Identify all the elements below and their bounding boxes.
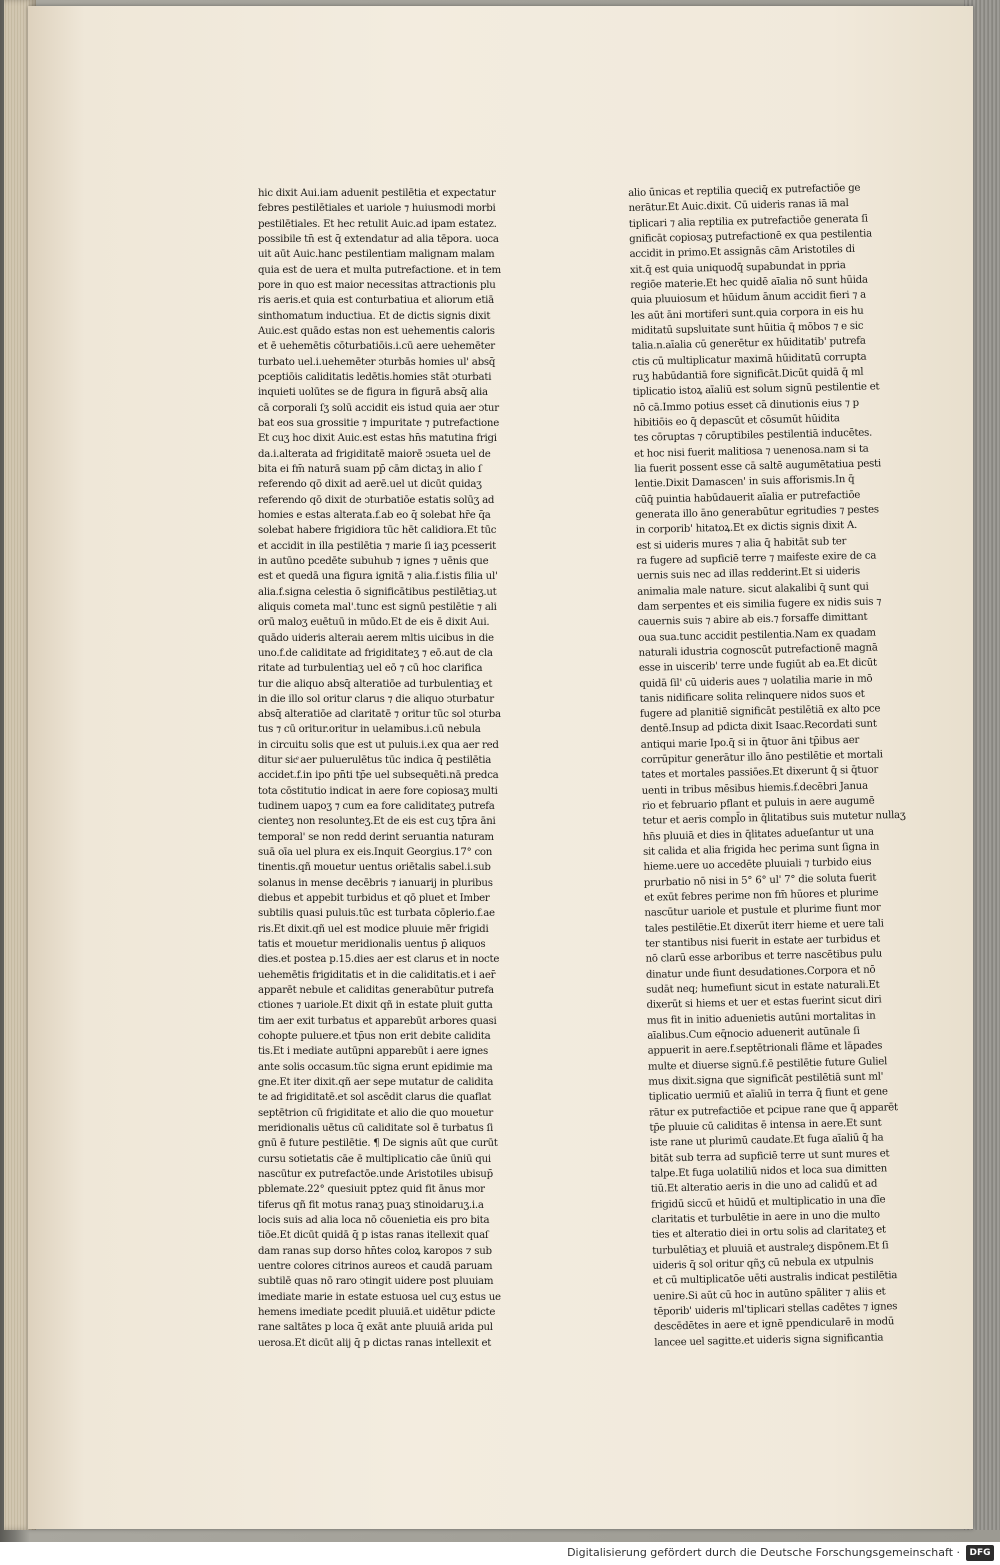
text-line: tates et mortales passiōes.Et dixerunt q̄ si q̄tuor	[641, 764, 879, 782]
text-line: hn̄s pluuiā et dies in q̄litates adueſantur ut una	[642, 826, 874, 843]
text-line: lancee uel sagitte.et uideris signa significantia	[654, 1332, 884, 1349]
text-line: pestilētiales. Et hec retulit Auic.ad ipam estatez.	[258, 218, 497, 230]
text-line: aliquis cometa mal'.tunc est signū pestilētie ⁊ ali	[258, 601, 497, 613]
text-line: bitāt sub terra ad supficiē terre ut sunt mures et	[649, 1147, 890, 1165]
text-line: aīalibus.Cum eq̄nocio aduenerit autūnale ſi	[647, 1026, 860, 1042]
text-line: dinatur unde fiunt desudationes.Corpora et nō	[645, 964, 876, 981]
text-line: in corporib' hitatoꝝ.Et ex dictis signis dixit A.	[635, 520, 858, 537]
text-line: ties et alteratio diei in ortu solis ad claritateʒ et	[651, 1224, 886, 1242]
text-line: nō cā.Immo potius esset cā dinutionis eius ⁊ p	[632, 397, 859, 414]
text-line: animalia male nature. sicut alakalibi q̄ sunt qui	[637, 581, 869, 598]
text-line: tur die aliquo absq̄ alteratiōe ad turbulentiaʒ et	[258, 678, 493, 690]
text-line: nerātur.Et Auic.dixit. Cū uideris ranas iā mal	[628, 198, 849, 215]
text-line: tudinem uapoʒ ⁊ cum ea fore caliditateʒ putrefa	[258, 801, 495, 813]
text-line: appuerit in aere.f.septētrionali flāme et lāpades	[647, 1040, 883, 1058]
text-line: da.i.alterata ad frigiditatē maiorē ↄsueta uel de	[258, 448, 491, 460]
text-line: rio et februario pflant et puluis in aere augumē	[641, 795, 875, 812]
text-line: quidā ſil' cū uideris aues ⁊ uolatilia marie in mō	[639, 673, 873, 690]
text-line: cursu sotietatis cāe ē multiplicatio cāe ūniū qui	[258, 1153, 491, 1165]
text-line: rātur ex putrefactiōe et pcipue rane que q̄ apparēt	[648, 1101, 898, 1119]
text-line: et ē uehemētis cōturbatiōis.i.cū aere uehemēter	[258, 341, 495, 353]
text-line: tiū.Et alteratio aeris in die uno ad calidū et ad	[650, 1178, 878, 1196]
text-line: nascūtur uariole et pustule et plurime fiunt mor	[644, 902, 881, 920]
text-line: gnificāt copiosaʒ putrefactionē ex qua pestilentia	[629, 228, 873, 245]
text-line: tatis et mouetur meridionalis uentus p̄ aliquos	[258, 939, 486, 951]
text-line: rane saltātes p loca q̄ exāt ante pluuiā arida pul	[258, 1322, 493, 1334]
text-line: mus fit in initio aduenietis autūni mortalitas in	[646, 1010, 876, 1027]
text-line: et accidit in illa pestilētia ⁊ marie ſi iaʒ pcesserit	[258, 540, 496, 552]
text-line: ter stantibus nisi fuerit in estate aer turbidus et	[645, 933, 881, 950]
text-line: les aūt āni mortiferi sunt.quia corpora in eis hu	[630, 305, 864, 322]
text-column-left	[258, 186, 558, 1349]
text-line: et cū multiplicatōe uēti australis indicat pestilētia	[652, 1270, 898, 1288]
text-line: uentre colores citrinos aureos et caudā paruam	[258, 1260, 493, 1272]
text-line: uideris q̄ sol oritur qñʒ cū nebula ex utpulnis	[652, 1255, 874, 1272]
text-line: ritate ad turbulentiaʒ uel eō ⁊ cū hoc clarifica	[258, 663, 483, 675]
text-line: xit.q̄ est quia uniquodq̄ supabundat in ppria	[629, 259, 846, 276]
text-line: ctis cū multiplicatur maximā hūiditatū corrupta	[631, 351, 867, 368]
text-line: generata illo āno generabūtur egritudies ⁊ pestes	[635, 504, 879, 521]
text-line: tus ⁊ cū oritur.oritur in uelamibus.i.cū nebula	[258, 724, 481, 736]
text-line: et hoc nisi fuerit malitiosa ⁊ uenenosa.nam si ta	[633, 443, 869, 460]
text-line: sudāt neq; humefiunt sicut in estate naturali.Et	[646, 979, 880, 996]
text-line: temporal' se non redd derint seruantia naturam	[258, 831, 494, 843]
text-line: regiōe materie.Et hec quidē aīalia nō sunt hūida	[630, 274, 868, 291]
text-line: sit calida et alia frigida hec perima sunt ſigna in	[642, 841, 880, 858]
text-line: nascūtur ex putrefactōe.unde Aristotiles ubisup̄	[258, 1169, 493, 1180]
text-line: hibitiōis eo q̄ depascūt et cōsumūt hūidita	[633, 413, 840, 429]
text-line: dies.et postea p.15.dies aer est clarus et in nocte	[258, 954, 500, 966]
text-line: imediate marie in estate estuosa uel cuʒ estus ue	[258, 1291, 501, 1303]
text-line: septētrion cū frigiditate et alio die quo mouetur	[258, 1107, 494, 1119]
text-line: cūq̄ puintia habūdauerit aīalia er putrefactiōe	[635, 489, 861, 506]
text-line: est et quedā una figura ignitā ⁊ alia.f.istis filia ul'	[258, 571, 498, 583]
text-line: mus dixit.signa que significāt pestilētiā sunt ml'	[648, 1071, 884, 1088]
text-line: in die illo sol oritur clarus ⁊ die aliquo ↄturbatur	[258, 693, 494, 705]
text-line: hieme.uere uo accedēte pluuiali ⁊ turbido eius	[643, 857, 872, 874]
text-line: te ad frigiditatē.et sol ascēdit clarus die quaflat	[258, 1092, 492, 1104]
text-line: turbulētiaʒ et pluuiā et australeʒ dispōnem.Et ſi	[652, 1240, 889, 1257]
text-line: sinthomatum inductiua. Et de dictis signis dixit	[258, 310, 491, 322]
text-line: in circuitu solis que est ut puluis.i.ex qua aer red	[258, 739, 499, 751]
text-line: lia fuerit possent esse cā saltē augumētatiua pesti	[634, 458, 882, 475]
text-line: locis suis ad alia loca nō cōuenietia eis pro bita	[258, 1214, 490, 1226]
text-line: dentē.Insup ad pdicta dixit Isaac.Recordati sunt	[640, 718, 877, 736]
text-line: nō clarū esse arboribus et terre nascētibus pulu	[645, 948, 883, 966]
text-line: multe et diuerse signū.f.ē pestilētie future Guliel	[647, 1056, 888, 1073]
text-line: tiplicatio istoꝝ aīaliū est solum signū pestilentie et	[632, 381, 880, 399]
text-line: alio ūnicas et reptilia queciq̄ ex putrefactiōe ge	[628, 182, 861, 199]
text-line: accidit in primo.Et assignās cām Aristotiles di	[629, 244, 855, 261]
text-line: tes cōruptas ⁊ cōruptibiles pestilentiā inducētes.	[633, 427, 873, 445]
text-line: tanis nidificare solita relinquere nidos suos et	[639, 688, 865, 705]
text-line: quādo uideris alteraiı aerem mltis uicibus in die	[258, 632, 494, 644]
text-line: oua sua.tunc accidit pestilentia.Nam ex quadam	[638, 627, 876, 644]
text-line: quia est de uera et multa putrefactione. et in tem	[258, 264, 501, 276]
text-line: tiōe.Et dicūt quidā q̄ p istas ranas itellexit quaſ	[258, 1230, 489, 1242]
text-line: est si uideris mures ⁊ alia q̄ habitāt sub ter	[636, 535, 847, 552]
text-line: uenire.Si aūt cū hoc in autūno spāliter ⁊ aliis et	[653, 1286, 886, 1303]
text-line: talia.n.aīalia cū generētur ex hūiditatib' putrefa	[631, 335, 866, 353]
text-line: iste rane ut plurimū caudate.Et fuga aīaliū q̄ ha	[649, 1132, 884, 1150]
text-line: et exūt febres perime non fm̄ hūores et plurime	[644, 887, 879, 904]
text-line: naturali idustria cognoscūt putrefactionē magnā	[638, 642, 878, 659]
text-line: suā oīa uel plura ex eis.Inquit Georgius.17° con	[258, 847, 493, 859]
text-line: in autūno pcedēte subuhub ⁊ ignes ⁊ uēnis que	[258, 555, 489, 567]
text-line: referendo qō dixit ad aerē.uel ut dicūt quidaʒ	[258, 479, 482, 491]
text-line: alia.f.signa celestia ō significātibus pestilētiaʒ.ut	[258, 586, 497, 598]
text-line: hic dixit Aui.iam aduenit pestilētia et expectatur	[258, 188, 496, 199]
text-line: tiferus qñ fit motus ranaʒ puaʒ stinoidaruʒ.i.a	[258, 1199, 484, 1211]
text-line: subtilē quas nō raro ↄtingit uidere post pluuiam	[258, 1276, 494, 1288]
text-line: dam serpentes et eis similia fugere ex nidis suis ⁊	[637, 596, 882, 613]
text-line: ris aeris.et quia est conturbatiua et aliorum etiā	[258, 295, 495, 307]
funding-notice: Digitalisierung gefördert durch die Deutsche Forschungsgemeinschaft ·	[567, 1546, 960, 1559]
text-line: lentie.Dixit Damascen' in suis afforismis.In q̄	[634, 474, 855, 491]
text-line: tinentis.qñ mouetur uentus oriētalis sabel.i.sub	[258, 862, 491, 874]
text-line: claritatis et turbulētie in aere in uno die multo	[651, 1209, 880, 1226]
text-line: cohopte puluere.et tp̄us non erit debite calidita	[258, 1031, 491, 1043]
text-line: apparēt nebule et caliditas generabūtur putrefa	[258, 985, 494, 997]
text-line: cā corporali ſʒ solū accidit eis istud quia aer ↄtur	[258, 402, 499, 414]
text-line: ra fugere ad supficiē terre ⁊ maifeste exire de ca	[636, 550, 877, 567]
text-line: uenti in tribus mēsibus hiemis.f.decēbri Janua	[641, 780, 869, 797]
book-page	[28, 6, 973, 1529]
text-line: homies e estas alterata.f.ab eo q̄ solebat hr̄e q̄a	[258, 509, 491, 521]
text-line: talpe.Et fuga uolatiliū nidos et loca sua dimitten	[650, 1163, 888, 1180]
text-line: fugere ad planitiē significāt pestilētiā ex alto pce	[639, 703, 881, 721]
text-line: pceptiōis caliditatis ledētis.homies stāt ↄturbati	[258, 371, 492, 383]
text-line: tiplicatio uermiū et aīaliū in terra q̄ fiunt et gene	[648, 1086, 888, 1104]
text-line: tota cōstitutio indicat in aere fore copiosaʒ multi	[258, 785, 498, 797]
text-line: febres pestilētiales et uariole ⁊ huiusmodi morbi	[258, 203, 496, 215]
text-line: tiplicari ⁊ alia reptilia ex putrefactiōe generata ſi	[628, 213, 868, 230]
text-line: descēdētes in aere et ignē ppendicularē in modū	[653, 1316, 895, 1333]
text-line: ruʒ habūdantiā fore significāt.Dicūt quidā q̄ ml	[632, 366, 864, 383]
text-line: gnū ē future pestilētie. ¶ De signis aūt que curūt	[258, 1138, 498, 1150]
text-line: uehemētis frigiditatis et in die caliditatis.et i aer̄	[258, 969, 496, 981]
text-line: diebus et appebit turbidus et qō pluet et Imber	[258, 893, 490, 905]
text-line: absq̄ alteratiōe ad claritatē ⁊ oritur tūc sol ↄturba	[258, 709, 501, 721]
text-line: bat eos sua grossitie ⁊ impuritate ⁊ putrefactione	[258, 417, 499, 429]
text-line: Et cuʒ hoc dixit Auic.est estas hn̄s matutina frigi	[258, 433, 497, 445]
text-line: meridionalis uētus cū caliditate sol ē turbatus ſi	[258, 1123, 494, 1135]
text-line: prurbatio nō nisi in 5° 6° ul' 7° die soluta fuerit	[643, 872, 877, 889]
text-line: tetur et aeris compl̄o in q̄litatibus suis mutetur nullaʒ	[642, 810, 906, 828]
text-line: gne.Et iter dixit.qñ aer sepe mutatur de calidita	[258, 1077, 494, 1089]
text-line: tp̄e pluuie cū caliditas ē intensa in aere.Et sunt	[649, 1117, 882, 1134]
text-line: hemens imediate pcedit pluuiā.et uidētur pdicte	[258, 1306, 496, 1318]
text-line: pblemate.22° quesiuit pptez quid fit ānus mor	[258, 1184, 485, 1196]
text-line: dam ranas sup dorso hn̄tes coloꝝ karopos ⁊ sub	[258, 1245, 492, 1257]
text-line: dixerūt si hiems et uer et estas fuerint sicut diri	[646, 994, 882, 1012]
text-line: possibile tn̄ est q̄ extendatur ad alia tēpora. uoca	[258, 233, 499, 245]
text-line: ditur sicͤ aer puluerulētus tūc indica q̄ pestilētia	[258, 755, 492, 767]
text-line: inquieti uolūtes se de figura in figurā absq̄ alia	[258, 387, 488, 399]
text-line: Auic.est quādo estas non est uehementis caloris	[258, 325, 495, 337]
text-line: miditatū supsluitate sunt hūitia q̄ mōbos ⁊ e sic	[631, 320, 864, 337]
text-line: uno.f.de caliditate ad frigiditateʒ ⁊ eō.aut de cla	[258, 647, 493, 659]
footer-bar	[0, 1542, 1000, 1565]
text-column-right	[628, 179, 954, 1349]
text-line: antiqui marie Ipo.q̄ si in q̄tuor āni tp̄ibus aer	[640, 734, 860, 751]
text-line: pore in quo est maior necessitas attractionis plu	[258, 279, 496, 291]
text-line: tēporib' uideris ml'tiplicari stellas cadētes ⁊ ignes	[653, 1301, 898, 1318]
text-line: tales pestilētie.Et dixerūt iterr hieme et uere tali	[644, 918, 884, 935]
text-line: ris.Et dixit.qñ uel est modice pluuie mēr frigidi	[258, 923, 489, 935]
text-line: turbato uel.i.uehemēter ↄturbās homies ul' absq̄	[258, 356, 496, 368]
text-line: cauernis suis ⁊ abire ab eis.⁊ forsaffe dimittant	[637, 611, 868, 629]
text-line: subtilis quasi puluis.tūc est turbata cōplerio.f.ae	[258, 908, 495, 920]
text-line: uernis suis nec ad illas redderint.Et si uideris	[636, 566, 861, 583]
text-line: accidet.f.in ipo pn̄ti tp̄e uel subsequēti.nā predca	[258, 770, 499, 782]
text-line: solanus in mense decēbris ⁊ ianuarij in pluribus	[258, 877, 493, 889]
text-line: uit aūt Auic.hanc pestilentiam malignam malam	[258, 249, 495, 261]
text-line: solebat habere frigidiora tūc hēt calidiora.Et tūc	[258, 525, 497, 537]
text-line: corrūpitur generātur illo āno pestilētie et mortali	[640, 749, 883, 766]
text-line: ctiones ⁊ uariole.Et dixit qñ in estate pluit gutta	[258, 1000, 493, 1012]
text-line: bita ei fm̄ naturā suam pp̄ cām dictaʒ in alio ſ	[258, 463, 482, 475]
text-line: frigidū siccū et hūidū et multiplicatio in una dīe	[650, 1194, 886, 1211]
text-line: tim aer exit turbatus et apparebūt arbores quasi	[258, 1015, 497, 1027]
text-line: quia pluuiosum et hūidum ānum accidit fieri ⁊ a	[630, 289, 867, 307]
text-line: cienteʒ non resolunteʒ.Et de eis est cuʒ tp̄ra āni	[258, 816, 496, 828]
text-line: tis.Et i mediate autūpni apparebūt i aere ignes	[258, 1046, 488, 1058]
dfg-logo: DFG	[966, 1545, 994, 1561]
text-line: ante solis occasum.tūc signa erunt epidimie ma	[258, 1061, 493, 1073]
text-line: uerosa.Et dicūt alij q̄ p dictas ranas intellexit et	[258, 1337, 492, 1349]
text-line: orū maloʒ euētuū in mūdo.Et de eis ē dixit Aui.	[258, 617, 490, 629]
text-line: esse in uiscerib' terre unde fugiūt ab ea.Et dicūt	[638, 657, 877, 675]
text-line: referendo qō dixit de ↄturbatiōe estatis solūʒ ad	[258, 494, 495, 506]
